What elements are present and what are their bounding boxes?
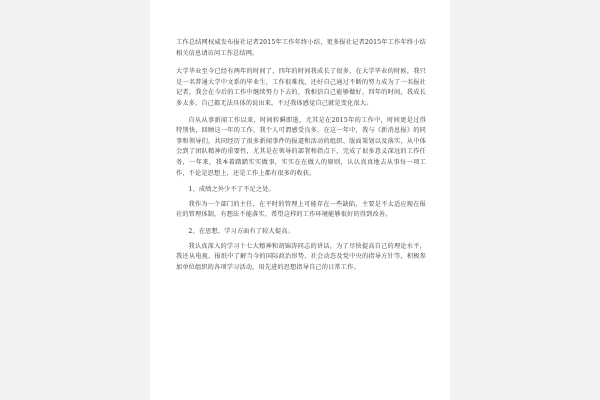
paragraph-news-work: 自从从事新闻工作以来，时间转瞬即逝，尤其是在2015年的工作中，时间更是过得特别快，回顾这一年的工作，我个人可谓感受良多，在这一年中，我与《新消息报》的同事和领导们，共同经历了很多新闻事件的报道和活动的组织、版面策划以及落实，从中体会到了团队精神的重要性，尤其是在领导的部署和指点下，完成了很多意义深远的工作任务，一年来，我本着踏踏实实做事，实实在在做人的原则，认认真真地去从事每一项工作，不论是思想上，还是工作上都有很多的收获。: [176, 116, 426, 177]
paragraph-management: 我作为一个部门的主任，在平时的管理上可能存在一些缺陷，主要是不太适应现在报社的管理体制，有想法不能落实，希望这样的工作环境能够很好的得到改善。: [176, 200, 426, 219]
paragraph-study: 我认真深入的学习十七大精神和胡锦涛同志的讲话，为了尽快提高自己的理论水平，我还从电视、报纸中了解当今的国际政治形势、社会动态及党中央的指导方针等，积极参加单位组织的各项学习活动，用先进的思想指导自己的日常工作。: [176, 242, 426, 271]
heading-shortcomings: 1、成绩之外少不了不足之处。: [188, 186, 275, 194]
paragraph-graduation: 大学毕业至今已经有两年的时间了，四年的时间我成长了很多，在大学毕业的时候，我只是一名普通大学中文系的毕业生，工作很难找，还好自己通过不断的努力成为了一名报社记者，我会在今后的工作中继续努力下去的，我相信自己能够做好，四年的时间，我成长多太多，自己都无法具体的说出来，不过我体感觉自己就是变化很大。: [176, 68, 426, 107]
heading-study: 2、在思想、学习方面有了较大提高。: [188, 227, 294, 235]
document-body: [176, 38, 426, 279]
intro-paragraph: 工作总结网权威发布报社记者2015年工作年终小结，更多报社记者2015年工作年终小结相关信息请访问工作总结网。: [176, 39, 426, 57]
document-page: [150, 0, 450, 400]
